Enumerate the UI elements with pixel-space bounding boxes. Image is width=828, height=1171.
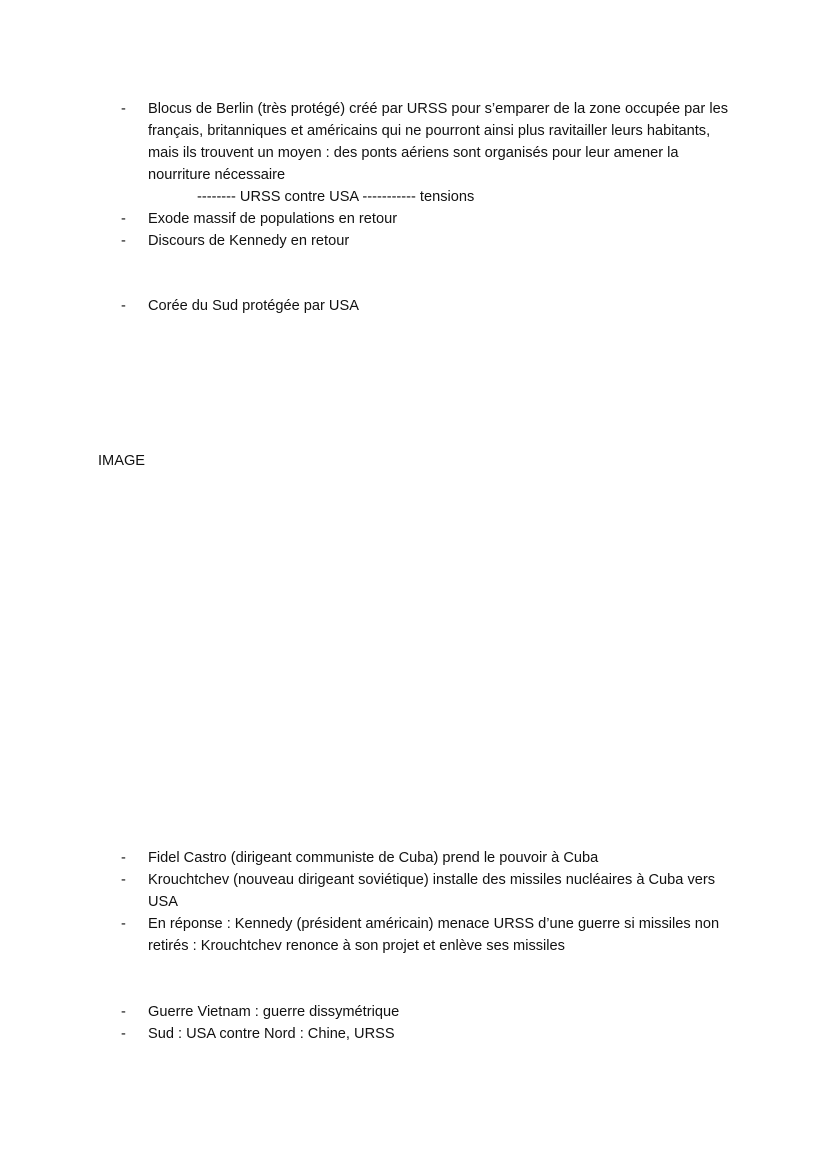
list-item [121, 1023, 731, 1045]
vietnam-list [121, 1001, 731, 1045]
bullet-dash: - [121, 211, 126, 227]
list-item [121, 295, 731, 317]
list-item [121, 1001, 731, 1023]
list-item [121, 98, 731, 186]
bullet-dash: - [121, 233, 126, 249]
image-placeholder-label: IMAGE [98, 453, 146, 469]
list-item [121, 230, 731, 252]
bullet-dash: - [121, 101, 126, 117]
korea-list [121, 295, 731, 317]
bullet-dash: - [121, 1026, 126, 1042]
list-item [121, 869, 731, 913]
bullet-dash: - [121, 850, 126, 866]
tension-subline: -------- URSS contre USA ----------- tensions [197, 189, 475, 205]
list-item-text: En réponse : Kennedy (président américain) menace URSS d’une guerre si missiles non retirés : Krouchtchev renonce à son projet et enlève ses missiles [148, 916, 720, 954]
list-item-text: Fidel Castro (dirigeant communiste de Cuba) prend le pouvoir à Cuba [148, 850, 599, 866]
list-item-text: Sud : USA contre Nord : Chine, URSS [148, 1026, 395, 1042]
list-item-text: Corée du Sud protégée par USA [148, 298, 359, 314]
bullet-dash: - [121, 872, 126, 888]
list-item-text: Blocus de Berlin (très protégé) créé par URSS pour s’emparer de la zone occupée par les français, britanniques et américains qui ne pourront ainsi plus ravitailler leurs habitants, mais ils trouvent un moyen : des ponts aériens sont organisés pour leur amener la nourriture nécessaire [148, 101, 728, 183]
list-item-text: Guerre Vietnam : guerre dissymétrique [148, 1004, 400, 1020]
list-item [121, 208, 731, 230]
bullet-dash: - [121, 916, 126, 932]
bullet-dash: - [121, 1004, 126, 1020]
list-item-text: Exode massif de populations en retour [148, 211, 398, 227]
bullet-dash: - [121, 298, 126, 314]
list-item [121, 847, 731, 869]
list-item-text: Krouchtchev (nouveau dirigeant soviétique) installe des missiles nucléaires à Cuba vers USA [148, 872, 716, 910]
cuba-list [121, 847, 731, 957]
berlin-list [121, 98, 731, 252]
list-item-text: Discours de Kennedy en retour [148, 233, 350, 249]
list-item [121, 913, 731, 957]
